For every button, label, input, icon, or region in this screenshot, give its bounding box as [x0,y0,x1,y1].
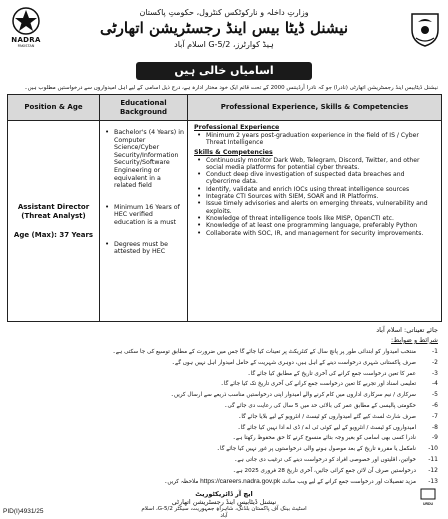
skill-item: • Knowledge of threat intelligence tools like MISP, OpenCTI etc. [206,215,437,222]
education-item: • Degrees must be attested by HEC [114,241,184,256]
condition-text: خواتین، اقلیتوں اور خصوصی افراد کو درخواست دینے کی ترغیب دی جاتی ہے۔ [234,456,416,463]
conditions-list [10,347,438,487]
nadra-logo-subtext: PAKISTAN [17,44,35,48]
age-limit: Age (Max): 37 Years [13,230,94,239]
education-cell [100,121,188,322]
header [0,0,448,60]
condition-number: -10 [428,445,438,453]
urdu-flag-icon [420,488,436,502]
condition-number: -4 [432,380,438,388]
urdu-logo-text: URDU [422,502,434,506]
condition-text: حکومتی پالیسی کے مطابق عمر کی بالائی حد میں 5 سال کی رعایت دی جائے گی۔ [224,402,416,409]
condition-text-tail: ملاحظہ کریں۔ [164,478,199,485]
skill-item: • Identify, validate and enrich IOCs using threat intelligence sources [206,186,437,193]
condition-text: منتخب امیدوار کو ابتدائی طور پر پانچ سال کے کنٹریکٹ پر تعینات کیا جائے گا جس میں ضرورت کے مطابق توسیع کی جا سکتی ہے۔ [112,349,416,355]
skill-item: • Issue timely advisories and alerts on emerging threats, vulnerability and exploits. [206,200,437,215]
condition-text: نادرا کسی بھی اسامی کو بغیر وجہ بتائے منسوخ کرنے کا حق محفوظ رکھتا ہے۔ [232,435,416,442]
condition-number: -5 [432,391,438,399]
org-title: نیشنل ڈیٹا بیس اینڈ رجسٹریشن اتھارٹی [99,19,349,37]
header-experience: Professional Experience, Skills & Competencies [188,95,442,121]
condition-text: نامکمل یا مقررہ تاریخ کے بعد موصول ہونے والی درخواستوں پر غور نہیں کیا جائے گا۔ [216,446,416,453]
experience-list [194,132,437,147]
vacancies-banner: اسامیاں خالی ہیں [136,62,312,80]
state-emblem-icon [408,8,442,48]
signoff-block [140,490,308,519]
position-subtitle: (Threat Analyst) [21,211,86,220]
duty-station: جائے تعیناتی: اسلام آباد [376,326,438,334]
nadra-emblem-icon [11,6,41,36]
pid-number: PID(I)4931/25 [3,508,44,515]
careers-link[interactable]: https://careers.nadra.gov.pk [200,477,281,485]
experience-item: • Minimum 2 years post-graduation experience in the field of IS / Cyber Threat Intelligence [206,132,437,147]
conditions-title: شرائط و ضوابط: [391,336,438,344]
condition-item [10,433,438,444]
condition-text: سرکاری / نیم سرکاری اداروں میں کام کرنے والے امیدوار اپنی درخواستیں مناسب ذریعے سے ارسال کریں۔ [170,392,416,399]
nadra-logo-text: NADRA [11,36,41,44]
education-item: • Minimum 16 Years of HEC verified education is a must [114,204,184,227]
condition-number: -3 [432,369,438,377]
condition-item [10,455,438,466]
condition-item [10,379,438,390]
skill-item: • Continuously monitor Dark Web, Telegram, Discord, Twitter, and other social media platforms for potential cyber threats. [206,157,437,172]
condition-item [10,477,438,488]
header-education: Educational Background [100,95,188,121]
condition-number: -2 [432,358,438,366]
table-header-row [8,95,442,121]
condition-item [10,390,438,401]
condition-number: -12 [428,466,438,474]
org-address: ہیڈ کوارٹرز، G-5/2 اسلام آباد [174,40,274,49]
condition-item [10,347,438,358]
nadra-logo [6,6,46,56]
intro-paragraph: نیشنل ڈیٹابیس اینڈ رجسٹریشن اتھارٹی (نادرا) جو کہ نادرا آرڈیننس 2000 کے تحت قائم ایک خود مختار ادارہ ہے، درج ذیل اسامی کے لیے اہل امیدواروں سے درخواستیں مطلوب ہیں۔ [24,85,438,91]
condition-text: امیدواروں کو ٹیسٹ / انٹرویو کے لیے کوئی ٹی اے / ڈی اے ادا نہیں کیا جائے گا۔ [237,424,416,431]
experience-cell [188,121,442,322]
condition-number: -6 [432,401,438,409]
condition-text: عمر کا تعین درخواست جمع کرانے کی آخری تاریخ کے مطابق کیا جائے گا۔ [247,370,416,377]
condition-item [10,412,438,423]
header-position: Position & Age [8,95,100,121]
skill-item: • Knowledge of at least one programming language, preferably Python [206,222,437,229]
position-cell [8,121,100,322]
skill-item: • Conduct deep dive investigation of suspected data breaches and cybercrime data. [206,171,437,186]
job-table [7,94,442,322]
signoff-org: نیشنل ڈیٹابیس اینڈ رجسٹریشن اتھارٹی [171,498,277,506]
condition-item [10,401,438,412]
table-row [8,121,442,322]
education-item: • Bachelor's (4 Years) in Computer Science/Cyber Security/Information Security/Software Engineering or equivalent in a related field [114,129,184,190]
ministry-name: وزارتِ داخلہ و نارکوٹکس کنٹرول، حکومتِ پاکستان [139,8,309,17]
position-title: Assistant Director [17,202,90,211]
condition-text: صرف شارٹ لسٹ کیے گئے امیدواروں کو ٹیسٹ / انٹرویو کے لیے بلایا جائے گا۔ [238,413,416,420]
condition-item [10,358,438,369]
condition-number: -9 [432,434,438,442]
skill-item: • Integrate CTI Sources with SIEM, SOAR and IR Platforms. [206,193,437,200]
condition-item [10,423,438,434]
urdu-campaign-logo [416,488,440,506]
condition-number: -8 [432,423,438,431]
condition-number: -1 [432,348,438,355]
skills-list [194,157,437,237]
condition-item [10,466,438,477]
condition-text: تعلیمی اسناد اور تجربے کا تعین درخواست جمع کرانے کی آخری تاریخ تک کیا جائے گا۔ [220,381,416,388]
education-list [100,121,187,256]
government-crest [408,8,442,50]
skill-item: • Collaborate with SOC, IR, and management for security improvements. [206,230,437,237]
condition-text: درخواستیں صرف آن لائن جمع کرائی جائیں، آخری تاریخ 28 فروری 2025 ہے۔ [232,467,416,474]
condition-text: صرف پاکستانی شہری درخواست دینے کے اہل ہیں، دوہری شہریت کے حامل امیدوار اہل نہیں ہوں گے۔ [171,359,416,366]
condition-number: -13 [428,477,438,485]
signoff-address: اسٹیٹ بینک آف پاکستان بلڈنگ، شاہراہِ جمہوریت، سیکٹر G-5/2، اسلام آباد [141,506,307,519]
experience-heading: Professional Experience [194,124,280,131]
signoff-title: ایچ آر ڈائریکٹوریٹ [195,490,253,498]
condition-number: -7 [432,412,438,420]
skills-heading: Skills & Competencies [194,148,273,156]
condition-item [10,369,438,380]
condition-number: -11 [428,455,438,463]
condition-text: مزید تفصیلات اور درخواست جمع کرانے کے لیے ویب سائٹ [282,478,416,485]
condition-item [10,444,438,455]
